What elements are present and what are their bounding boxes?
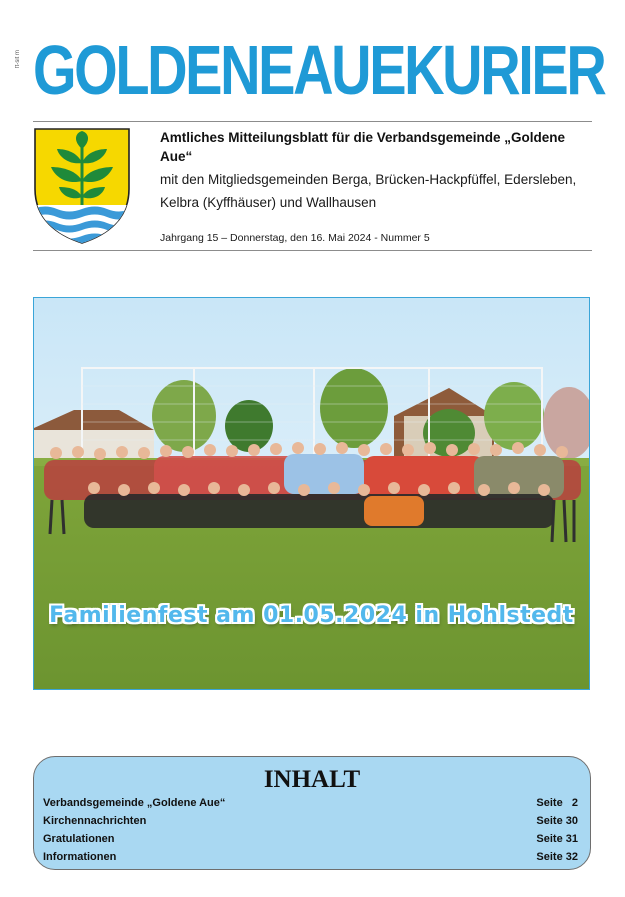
coat-of-arms-icon <box>33 127 131 245</box>
toc-item-page: Seite 32 <box>536 851 578 863</box>
side-code: ft-sit m <box>15 50 21 68</box>
toc-item-page: Seite 30 <box>536 815 578 827</box>
subtitle-line-2: mit den Mitgliedsgemeinden Berga, Brücken-Hackpfüffel, Edersleben, <box>160 172 577 187</box>
cover-photo-illustration <box>34 298 590 690</box>
toc-item <box>43 815 578 833</box>
publication-info <box>160 128 590 214</box>
toc-item-page: Seite 2 <box>536 797 578 809</box>
toc-title: INHALT <box>263 766 361 793</box>
toc-item-label: Verbandsgemeinde „Goldene Aue“ <box>43 797 226 809</box>
header-divider-top <box>33 121 592 122</box>
toc-item-label: Gratulationen <box>43 833 115 845</box>
cover-photo <box>33 297 590 690</box>
header-divider-bottom <box>33 250 592 251</box>
issue-info: Jahrgang 15 – Donnerstag, den 16. Mai 2024 - Nummer 5 <box>160 232 430 244</box>
toc-item <box>43 851 578 869</box>
subtitle-line-3: Kelbra (Kyffhäuser) und Wallhausen <box>160 195 377 210</box>
toc-item <box>43 797 578 815</box>
subtitle-line-1: Amtliches Mitteilungsblatt für die Verbandsgemeinde „Goldene Aue“ <box>160 130 566 164</box>
toc-item-label: Kirchennachrichten <box>43 815 147 827</box>
toc-item-page: Seite 31 <box>536 833 578 845</box>
table-of-contents <box>33 756 591 870</box>
masthead-title: GOLDENEAUEKURIER <box>33 31 605 109</box>
cover-photo-caption: Familienfest am 01.05.2024 in Hohlstedt <box>49 603 574 628</box>
toc-item-label: Informationen <box>43 851 117 863</box>
toc-item <box>43 833 578 851</box>
